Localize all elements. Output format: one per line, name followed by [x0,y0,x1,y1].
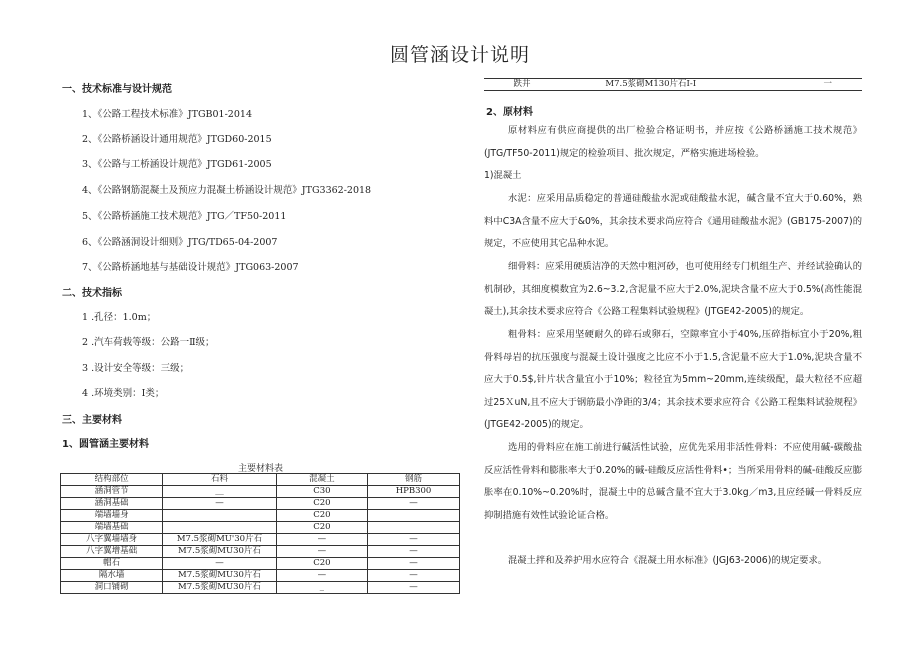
subsection-pipe-materials: 1、圆管涵主要材料 [62,439,149,450]
table-cell: — [368,546,460,558]
table-cell: C20 [276,498,367,510]
table-cell: — [276,570,367,582]
table-row [61,546,460,558]
table-row [61,486,460,498]
table-cell: C30 [276,486,367,498]
table-cell: 端墙基础 [61,522,163,534]
table-cell: M7.5浆砌M130片石Ⅰ-Ⅰ [560,79,741,91]
table-title: 主要材料表 [238,464,284,474]
table-cell: HPB300 [368,486,460,498]
table-cell: 端墙墙身 [61,510,163,522]
indicator-item: 3 .设计安全等级：三级； [82,363,190,374]
standard-item: 7、《公路桥涵地基与基础设计规范》JTG063-2007 [82,262,299,273]
indicator-item: 4 .环境类别：I类； [82,388,165,399]
table-cell: C20 [276,522,367,534]
table-cell: 八字翼墙墙身 [61,534,163,546]
table-cell: — [276,534,367,546]
table-cell: 跌井 [484,79,560,91]
table-cell: — [368,534,460,546]
table-cell: — [368,498,460,510]
table-cell: _ [276,582,367,594]
standard-item: 3、《公路与工桥涵设计规范》JTGD61-2005 [82,159,272,170]
table-cell: — [163,558,277,570]
paragraph-water: 混凝土拌和及养护用水应符合《混凝土用水标准》(JGJ63-2006)的规定要求。 [508,555,828,566]
table-cell: M7.5浆砌MU'30片石 [163,534,277,546]
table-cell [368,522,460,534]
table-row [61,510,460,522]
indicator-item: 2 .汽车荷载等级：公路一Ⅱ级； [82,337,215,348]
paragraph-raw-materials: 原材料应有供应商提供的出厂检验合格证明书，并应按《公路桥涵施工技术规范》(JTG/TF50-2011)规定的检验项目、批次规定，严格实施进场检验。 [484,125,862,159]
paragraph-coarse-aggregate: 粗骨料：应采用坚硬耐久的碎石或卵石，空隙率宜小于40%,压碎指标宜小于20%,粗骨料母岩的抗压强度与混凝土设计强度之比应不小于1.5,含泥量不应大于1.0%,泥块含量不应大于0.5$,针片状含量宜小于10%；粒径宜为5mm~20mm,连续级配，最大粒径不应超过25ＸuN,且不应大于钢筋最小净距的3/4；其余技术要求应符合《公路工程集料试验规程》(JTGE42-2005)的规定。 [484,329,862,430]
table-cell: 涵洞基础 [61,498,163,510]
standard-item: 4、《公路钢筋混凝土及预应力混凝土桥涵设计规范》JTG3362-2018 [82,185,372,196]
table-header-cell: 石料 [163,474,277,486]
table-cell [163,522,277,534]
section-indicators-heading: 二、技术指标 [62,288,122,299]
standard-item: 5、《公路桥涵施工技术规范》JTG／TF50-2011 [82,211,287,222]
indicator-item: 1 .孔径：1.0m； [82,312,157,323]
materials-table [60,473,460,594]
table-cell: M7.5浆砌MU30片石 [163,570,277,582]
standard-item: 2、《公路桥涵设计通用规范》JTGD60-2015 [82,134,272,145]
table-cell: __ [163,486,277,498]
standard-item: 6、《公路涵洞设计细则》JTG/TD65-04-2007 [82,237,278,248]
table-row [484,79,862,91]
standard-item: 1、《公路工程技术标准》JTGB01-2014 [82,109,252,120]
table-cell: — [368,582,460,594]
section-raw-materials-heading: 2、原材料 [486,107,533,118]
table-cell: 八字翼增基础 [61,546,163,558]
table-cell: 隔水墙 [61,570,163,582]
table-cell [163,510,277,522]
subsection-concrete: 1)混凝土 [484,170,522,181]
table-cell: 涵洞管节 [61,486,163,498]
table-cell: 洞口铺砌 [61,582,163,594]
table-cell: — [368,558,460,570]
table-cell: C20 [276,558,367,570]
table-row [61,534,460,546]
table-header-cell: 混凝土 [276,474,367,486]
table-cell: 帽石 [61,558,163,570]
table-cell: M7.5浆砌MU30片石 [163,582,277,594]
table-row [61,558,460,570]
table-header-cell: 结构部位 [61,474,163,486]
table-cell: 一 [742,79,862,91]
paragraph-cement: 水泥：应采用品质稳定的普通硅酸盐水泥或硅酸盐水泥，碱含量不宜大于0.60%，熟料中C3A含量不应大于&0%，其余技术要求尚应符合《通用硅酸盐水泥》(GB175-2007)的规定，不应使用其它品种水泥。 [484,193,862,249]
section-materials-heading: 三、主要材料 [62,415,122,426]
table-row [61,498,460,510]
paragraph-alkali-reactivity: 选用的骨料应在施工前进行碱活性试验，应优先采用非活性骨料：不应使用碱-碳酸盐反应活性骨料和膨胀率大于0.20%的碱-硅酸反应活性骨料•；当所采用骨料的碱-硅酸反应膨胀率在0.10%~0.20%时，混凝土中的总碱含量不宜大于3.0kg／m3,且应经碱一骨料反应抑制措施有效性试验论证合格。 [484,442,862,521]
table-header-row [61,474,460,486]
table-row [61,570,460,582]
table-cell: M7.5浆砌MU30片石 [163,546,277,558]
table-cell: — [276,546,367,558]
table-cell [368,510,460,522]
table-header-cell: 钢筋 [368,474,460,486]
page-title: 圆管涵设计说明 [389,44,530,66]
table-row [61,582,460,594]
paragraph-fine-aggregate: 细骨料：应采用硬质洁净的天然中粗河砂，也可使用经专门机组生产、并经试验确认的机制砂，其细度模数宜为2.6~3.2,含泥量不应大于2.0%,泥块含量不应大于0.5%(高性能混凝土),其余技术要求应符合《公路工程集料试验规程》(JTGE42-2005)的规定。 [484,261,862,317]
table-cell: C20 [276,510,367,522]
table-cell: — [163,498,277,510]
table-row [61,522,460,534]
table-cell: — [368,570,460,582]
table-continuation-row [484,78,862,91]
section-standards-heading: 一、技术标准与设计规范 [62,84,172,95]
